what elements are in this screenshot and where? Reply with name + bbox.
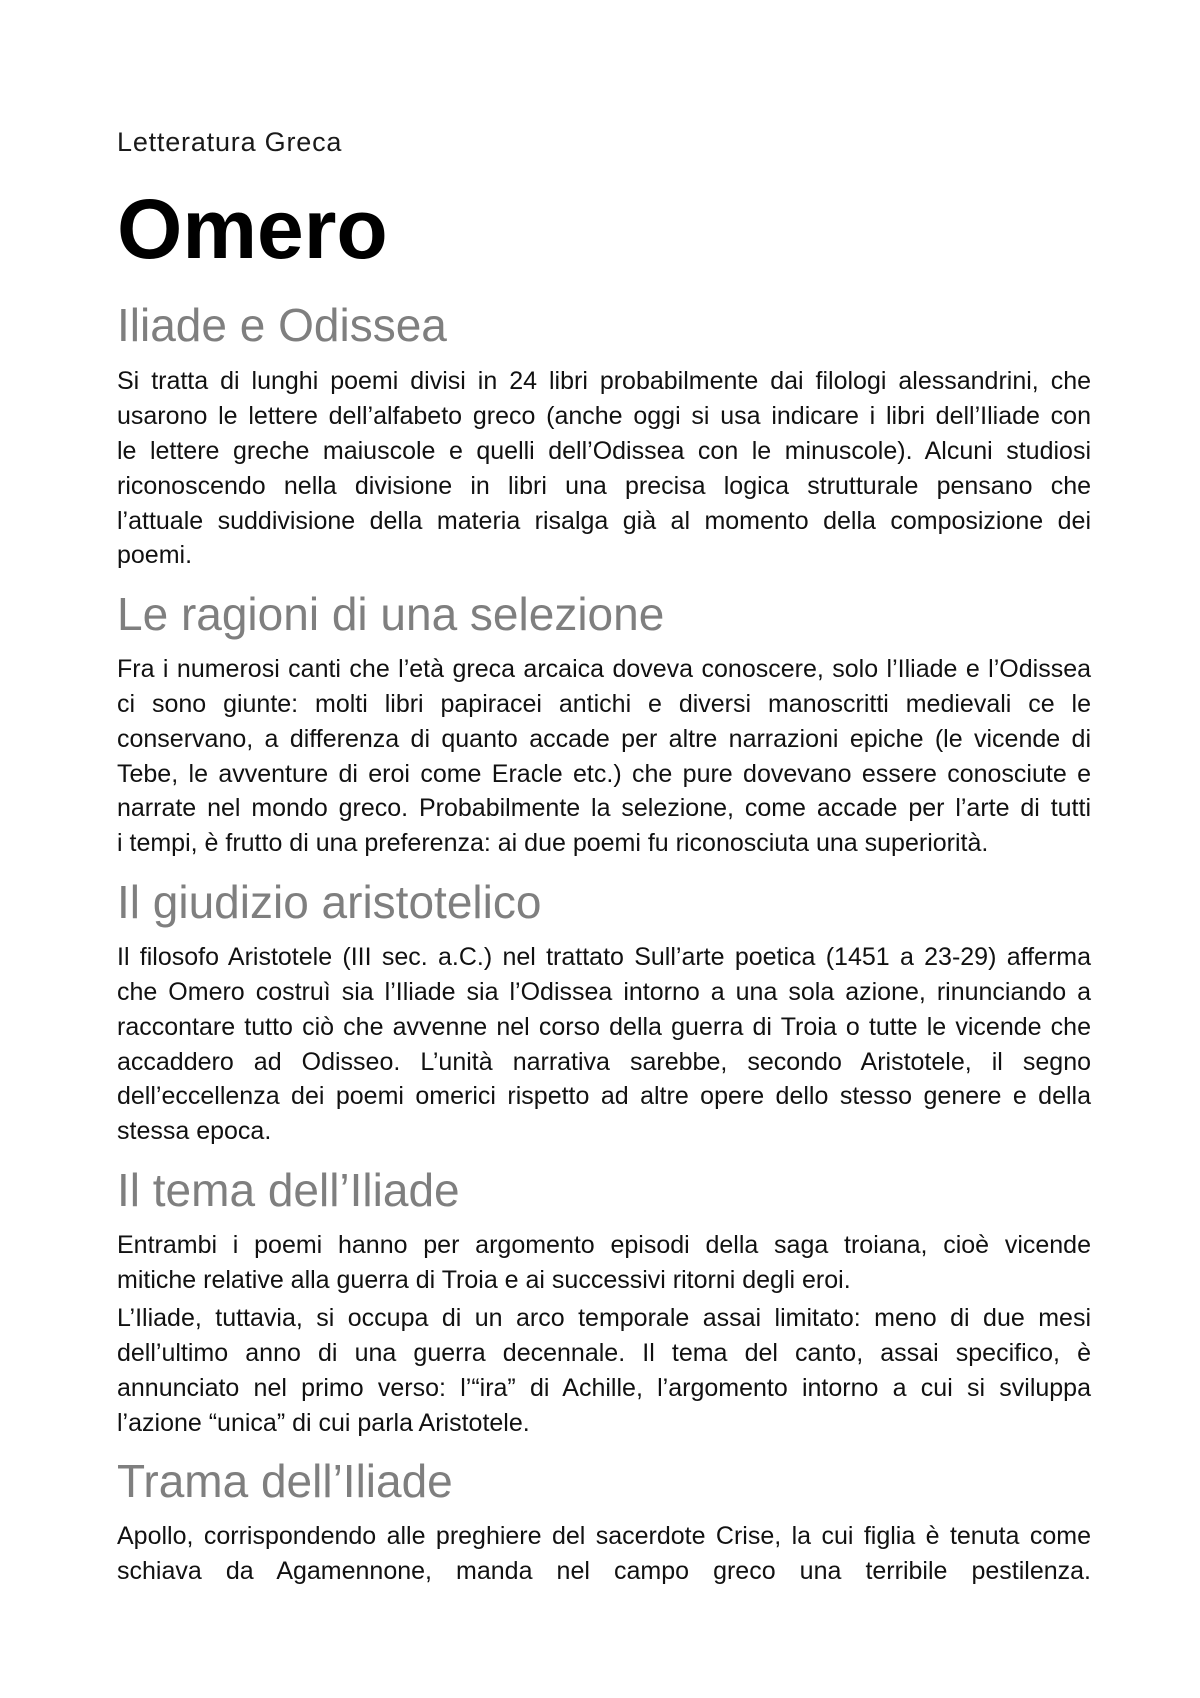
paragraph-line: l’azione “unica” di cui parla Aristotele. xyxy=(117,1408,530,1437)
paragraph-line: ci sono giunte: molti libri papiracei antichi e diversi manoscritti medievali ce le xyxy=(117,690,1091,719)
paragraph-line: dell’ultimo anno di una guerra decennale. Il tema del canto, assai specifico, è xyxy=(117,1338,1091,1367)
paragraph xyxy=(117,1301,1091,1440)
paragraph-line: che Omero costruì sia l’Iliade sia l’Odissea intorno a una sola azione, rinunciando a xyxy=(117,977,1091,1006)
paragraph-line: schiava da Agamennone, manda nel campo greco una terribile pestilenza. xyxy=(117,1557,1091,1586)
paragraph-line: conservano, a differenza di quanto accade per altre narrazioni epiche (le vicende di xyxy=(117,724,1091,753)
paragraph xyxy=(117,364,1091,573)
paragraph-line: i tempi, è frutto di una preferenza: ai due poemi fu riconosciuta una superiorità. xyxy=(117,829,989,858)
paragraph-line: mitiche relative alla guerra di Troia e ai successivi ritorni degli eroi. xyxy=(117,1265,851,1294)
section-heading: Il giudizio aristotelico xyxy=(117,875,542,928)
paragraph xyxy=(117,652,1091,861)
paragraph-line: le lettere greche maiuscole e quelli dell’Odissea con le minuscole). Alcuni studiosi xyxy=(117,436,1091,465)
document-title: Omero xyxy=(117,182,388,276)
paragraph-line: Si tratta di lunghi poemi divisi in 24 libri probabilmente dai filologi alessandrini, che xyxy=(117,367,1091,396)
section-heading: Iliade e Odissea xyxy=(117,299,447,351)
paragraph-line: poemi. xyxy=(117,541,193,570)
section-heading: Trama dell’Iliade xyxy=(117,1455,453,1508)
paragraph-line: L’Iliade, tuttavia, si occupa di un arco temporale assai limitato: meno di due mesi xyxy=(117,1304,1091,1333)
paragraph-line: Tebe, le avventure di eroi come Eracle etc.) che pure dovevano essere conosciute e xyxy=(117,759,1091,788)
paragraph-line: usarono le lettere dell’alfabeto greco (anche oggi si usa indicare i libri dell’Iliade con xyxy=(117,402,1091,431)
paragraph-line: l’attuale suddivisione della materia risalga già al momento della composizione dei xyxy=(117,506,1091,535)
paragraph-line: Entrambi i poemi hanno per argomento episodi della saga troiana, cioè vicende xyxy=(117,1231,1091,1260)
document-subject: Letteratura Greca xyxy=(117,127,343,157)
paragraph-line: accaddero ad Odisseo. L’unità narrativa sarebbe, secondo Aristotele, il segno xyxy=(117,1047,1091,1076)
paragraph xyxy=(117,940,1091,1149)
paragraph-line: stessa epoca. xyxy=(117,1117,272,1146)
document-body xyxy=(117,122,1091,1589)
paragraph xyxy=(117,1519,1091,1589)
paragraph-line: annunciato nel primo verso: l’“ira” di Achille, l’argomento intorno a cui si sviluppa xyxy=(117,1373,1091,1402)
section-heading: Il tema dell’Iliade xyxy=(117,1163,460,1216)
paragraph-line: dell’eccellenza dei poemi omerici rispetto ad altre opere dello stesso genere e della xyxy=(117,1082,1091,1111)
paragraph-line: Apollo, corrispondendo alle preghiere del sacerdote Crise, la cui figlia è tenuta come xyxy=(117,1522,1091,1551)
paragraph-line: raccontare tutto ciò che avvenne nel corso della guerra di Troia o tutte le vicende che xyxy=(117,1012,1091,1041)
section-heading: Le ragioni di una selezione xyxy=(117,587,665,640)
paragraph-line: riconoscendo nella divisione in libri una precisa logica strutturale pensano che xyxy=(117,471,1091,500)
paragraph-line: Il filosofo Aristotele (III sec. a.C.) nel trattato Sull’arte poetica (1451 a 23-29) afferma xyxy=(117,943,1091,972)
paragraph xyxy=(117,1228,1091,1298)
paragraph-line: Fra i numerosi canti che l’età greca arcaica doveva conoscere, solo l’Iliade e l’Odissea xyxy=(117,655,1091,684)
paragraph-line: narrate nel mondo greco. Probabilmente la selezione, come accade per l’arte di tutti xyxy=(117,794,1091,823)
